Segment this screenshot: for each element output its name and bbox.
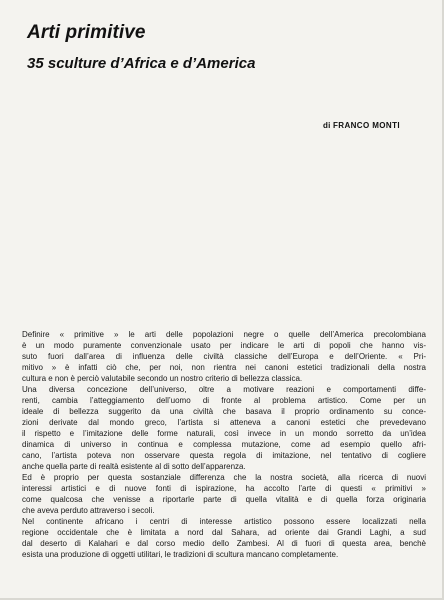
body-line: è un modo puramente convenzionale usato per indicare le arti di popoli che hanno vis- [22, 341, 426, 350]
byline-prefix: di [323, 121, 331, 130]
body-line: cano, l’artista poteva non osservare questa regola di imitazione, nel tentativo di cogliere [22, 451, 426, 460]
article-body [22, 329, 426, 560]
body-line: renti, cambia l’atteggiamento dell’uomo di fronte al problema artistico. Come per un [22, 396, 426, 405]
body-line: esista una produzione di oggetti utilitari, le tradizioni di scultura mancano completamente. [22, 550, 339, 559]
body-line: Nel continente africano i centri di interesse artistico possono essere localizzati nella [22, 517, 426, 526]
body-line: che aveva perduto attraverso i secoli. [22, 506, 155, 515]
body-line: dinamica di universo in continua e complessa mutazione, come ad esempio quello afri- [22, 440, 426, 449]
body-line: Definire « primitive » le arti delle popolazioni negre o quelle dell’America precolombiana [22, 330, 426, 339]
body-line: anche quella parte di realtà esistente al di sotto dell’apparenza. [22, 462, 246, 471]
body-line: regione occidentale che è limitata a nord dal Sahara, ad oriente dai Grandi Laghi, a sud [22, 528, 426, 537]
body-line: come qualcosa che venisse a riportarle parte di quella vitalità e di quella forza originaria [22, 495, 426, 504]
article-byline [323, 121, 400, 131]
body-line: mitivo » è infatti ciò che, per noi, non rientra nei canoni estetici tradizionali della nostra [22, 363, 426, 372]
article-subtitle: 35 sculture d’Africa e d’America [27, 55, 256, 72]
body-line: il rispetto e l’imitazione delle forme naturali, così invece in un mondo sorretto da un’idea [22, 429, 426, 438]
byline-author: FRANCO MONTI [332, 121, 400, 130]
body-line: interessi artistici e di nuove fonti di ispirazione, ha accolto l’arte di questi « primitivi » [22, 484, 426, 493]
body-line: ideale di bellezza suggerito da una civiltà che basava il proprio ordinamento su conce- [22, 407, 426, 416]
body-line: Ed è proprio per questa sostanziale differenza che la nostra società, alla ricerca di nuovi [22, 473, 426, 482]
body-line: Una diversa concezione dell’universo, oltre a motivare reazioni e comportamenti diffe- [22, 385, 426, 394]
body-line: cultura e non è perciò valutabile secondo un nostro criterio di bellezza classica. [22, 374, 303, 383]
body-line: zioni derivate dal mondo greco, l’artista si atteneva a canoni estetici che prevedevano [22, 418, 426, 427]
body-line: suto fuori dall’area di influenza delle civiltà classiche dell’Europa e dell’Oriente. « Pri- [22, 352, 426, 361]
article-title: Arti primitive [27, 22, 146, 43]
body-line: dal deserto di Kalahari e dal corso medio dello Zambesi. Al di fuori di questa area, benchè [22, 539, 426, 548]
